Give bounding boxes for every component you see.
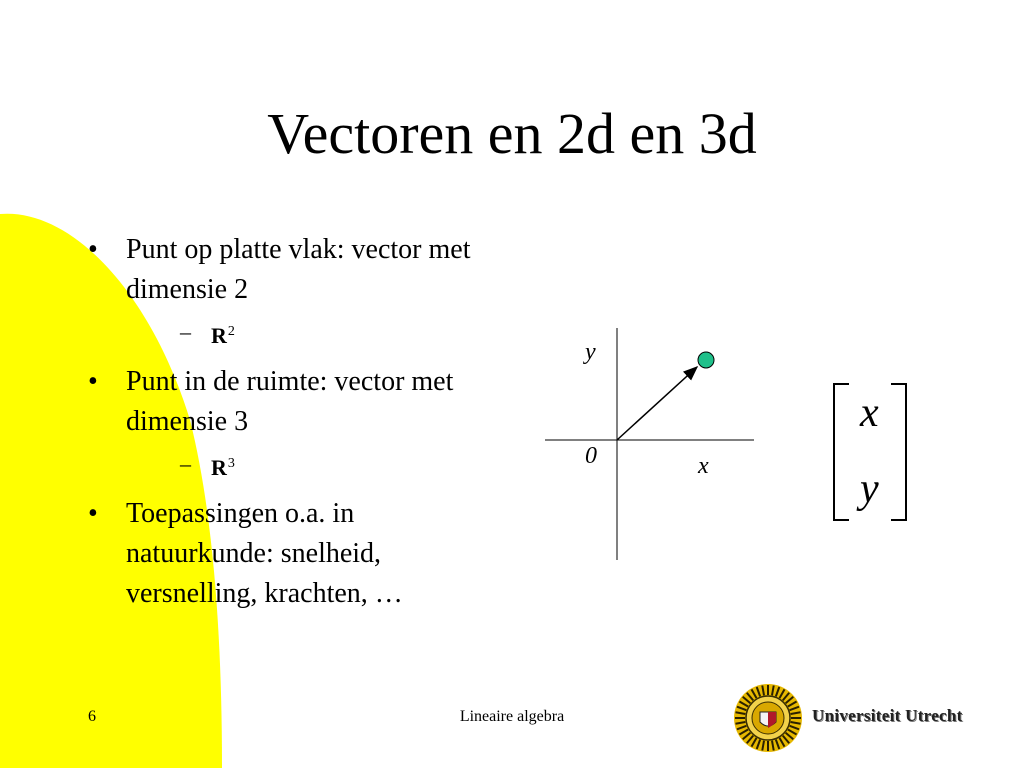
vector-point bbox=[698, 352, 714, 368]
bullet-list bbox=[86, 230, 506, 614]
origin-label: 0 bbox=[585, 443, 597, 469]
bullet-text: Punt in de ruimte: vector met dimensie 3 bbox=[126, 366, 454, 437]
vector-arrow bbox=[617, 367, 697, 440]
y-axis-label: y bbox=[585, 339, 596, 365]
set-symbol: R bbox=[211, 455, 227, 480]
university-seal-logo bbox=[732, 682, 804, 754]
set-symbol: R bbox=[211, 323, 227, 348]
university-name: Universiteit Utrecht bbox=[812, 706, 963, 725]
x-axis-label: x bbox=[698, 453, 709, 479]
axes-svg bbox=[540, 320, 760, 570]
bullet-text: Punt op platte vlak: vector met dimensie 2 bbox=[126, 234, 471, 305]
footer-title: Lineaire algebra bbox=[459, 708, 565, 725]
sub-bullet-dash: – bbox=[180, 319, 191, 344]
set-exponent: 2 bbox=[227, 324, 235, 339]
vector-diagram bbox=[540, 320, 760, 575]
column-vector bbox=[830, 380, 910, 529]
bullet-text: Toepassingen o.a. in natuurkunde: snelheid, versnelling, krachten, … bbox=[126, 498, 403, 609]
matrix-entry-x: x bbox=[860, 390, 879, 436]
set-exponent: 3 bbox=[227, 456, 235, 471]
matrix-entry-y: y bbox=[860, 466, 879, 512]
bullet-item bbox=[86, 362, 506, 484]
sub-bullet-dash: – bbox=[180, 451, 191, 476]
slide-title: Vectoren en 2d en 3d bbox=[267, 101, 757, 166]
bullet-item bbox=[86, 230, 506, 352]
bullet-item bbox=[86, 494, 506, 614]
sub-bullet bbox=[126, 448, 506, 484]
sub-bullet bbox=[126, 316, 506, 352]
page-number: 6 bbox=[88, 708, 96, 725]
